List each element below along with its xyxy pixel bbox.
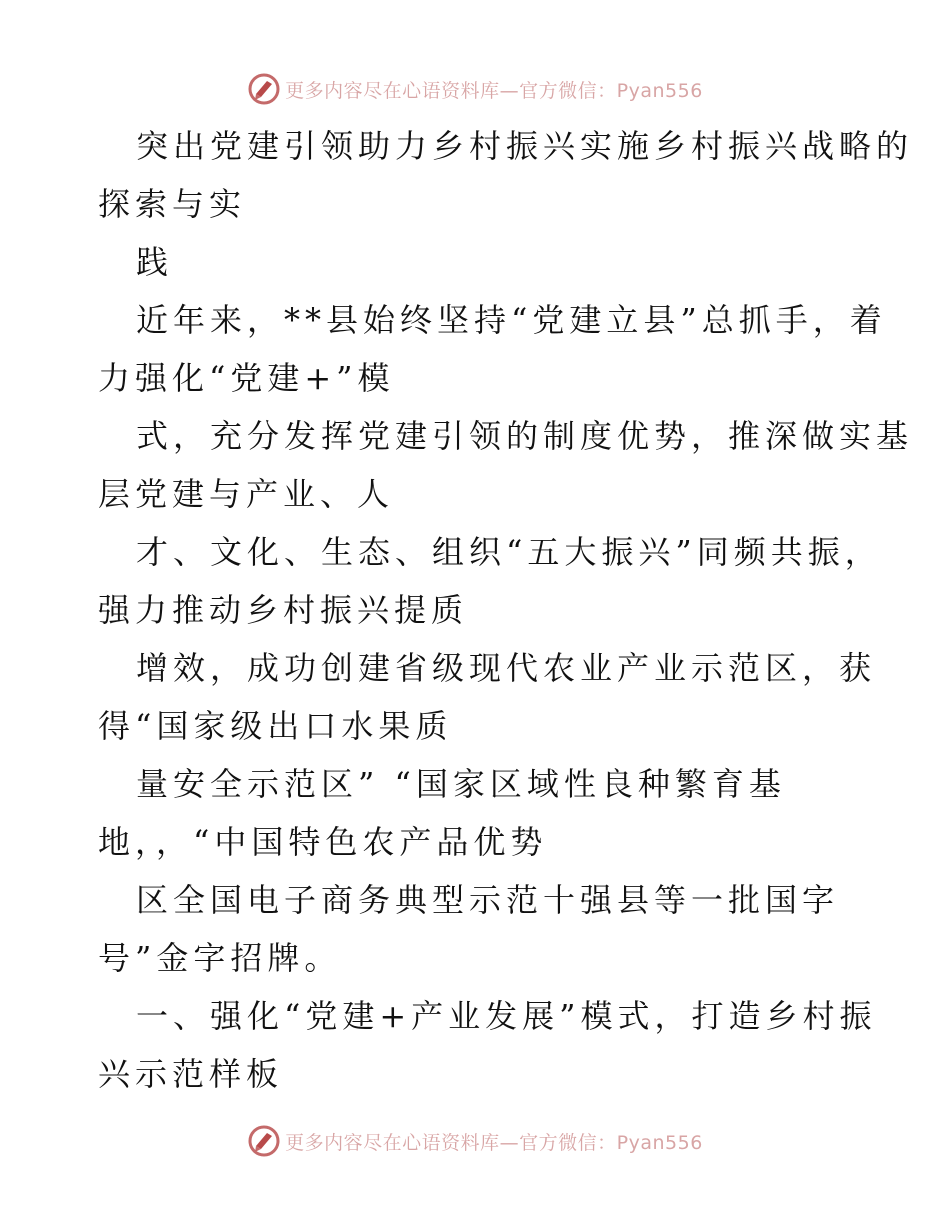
paragraph-line: 式，充分发挥党建引领的制度优势，推深做实基 xyxy=(136,417,914,455)
watermark-text: 更多内容尽在心语资料库—官方微信：Pyan556 xyxy=(285,79,703,102)
watermark-banner-bottom xyxy=(0,1124,950,1158)
section-heading-line-2: 兴示范样板 xyxy=(98,1055,284,1093)
paragraph-line: 强力推动乡村振兴提质 xyxy=(98,591,469,629)
paragraph-line: 号”金字招牌。 xyxy=(98,939,342,977)
paragraph-line: 量安全示范区” “国家区域性良种繁育基 xyxy=(136,765,786,803)
paragraph-line: 增效，成功创建省级现代农业产业示范区，获 xyxy=(136,649,877,687)
paragraph-line: 层党建与产业、人 xyxy=(98,475,395,513)
paragraph-line: 得“国家级出口水果质 xyxy=(98,707,453,745)
section-heading-line-1: 一、强化“党建+产业发展”模式，打造乡村振 xyxy=(136,997,877,1035)
title-line-2: 探索与实 xyxy=(98,185,247,223)
paragraph-line: 地，，“中国特色农产品优势 xyxy=(98,823,548,861)
title-line-3: 践 xyxy=(136,243,174,281)
watermark-banner-top xyxy=(0,72,950,106)
paragraph-line: 力强化“党建+”模 xyxy=(98,359,395,397)
brand-logo-icon xyxy=(247,72,281,106)
watermark-text: 更多内容尽在心语资料库—官方微信：Pyan556 xyxy=(285,1131,703,1154)
brand-logo-icon xyxy=(247,1124,281,1158)
title-line-1: 突出党建引领助力乡村振兴实施乡村振兴战略的 xyxy=(136,127,914,165)
paragraph-line: 近年来，**县始终坚持“党建立县”总抓手，着 xyxy=(136,301,887,339)
paragraph-line: 才、文化、生态、组织“五大振兴”同频共振， xyxy=(136,533,882,571)
paragraph-line: 区全国电子商务典型示范十强县等一批国字 xyxy=(136,881,840,919)
